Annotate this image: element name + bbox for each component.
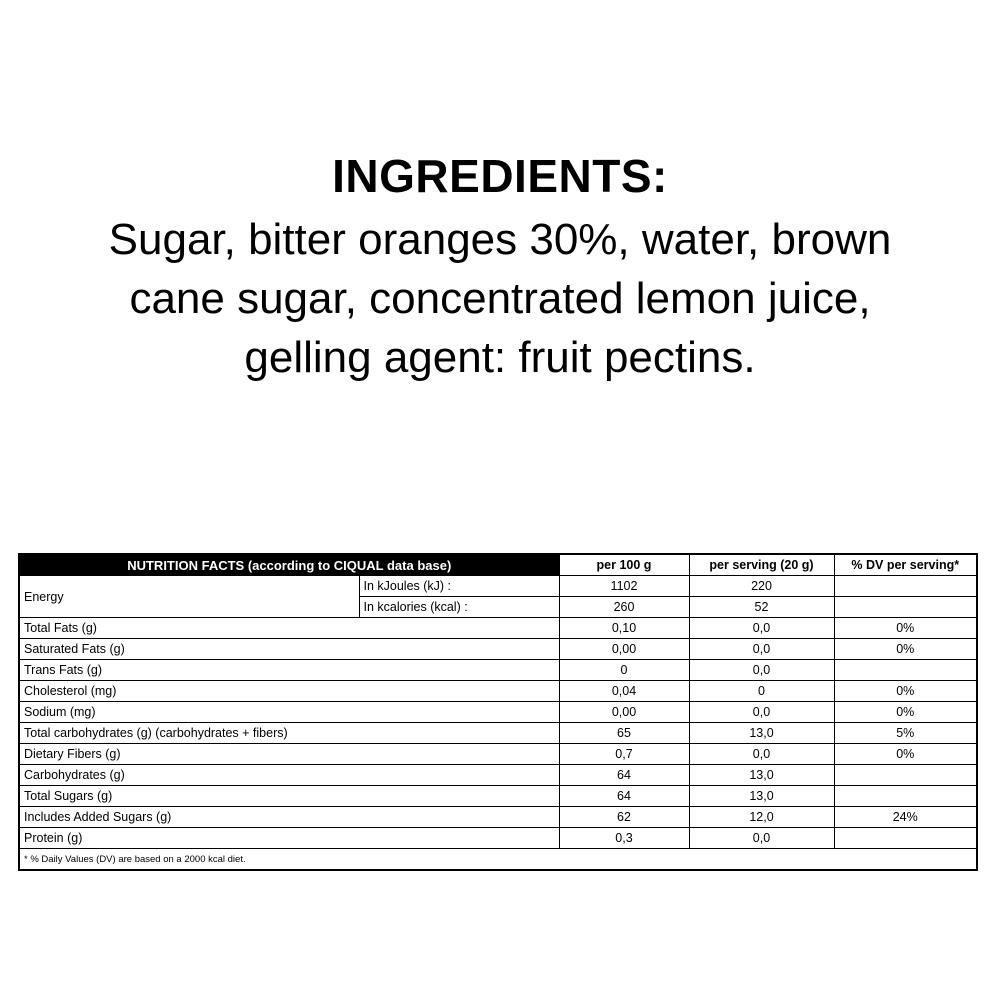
value-per-100g: 0 bbox=[559, 660, 689, 681]
row-label: Dietary Fibers (g) bbox=[19, 744, 559, 765]
value-per-100g: 65 bbox=[559, 723, 689, 744]
value-per-serving: 0 bbox=[689, 681, 834, 702]
row-label: Protein (g) bbox=[19, 828, 559, 849]
value-per-serving: 0,0 bbox=[689, 639, 834, 660]
value-per-100g: 0,7 bbox=[559, 744, 689, 765]
value-dv: 0% bbox=[834, 639, 977, 660]
table-row bbox=[19, 765, 977, 786]
table-row bbox=[19, 807, 977, 828]
value-per-100g: 0,10 bbox=[559, 618, 689, 639]
value-dv bbox=[834, 597, 977, 618]
row-label: Total Fats (g) bbox=[19, 618, 559, 639]
value-dv: 5% bbox=[834, 723, 977, 744]
value-per-serving: 12,0 bbox=[689, 807, 834, 828]
value-dv: 0% bbox=[834, 744, 977, 765]
value-per-serving: 0,0 bbox=[689, 744, 834, 765]
ingredients-section bbox=[0, 150, 1000, 388]
value-per-serving: 52 bbox=[689, 597, 834, 618]
table-row bbox=[19, 639, 977, 660]
value-dv: 0% bbox=[834, 702, 977, 723]
row-label: Total carbohydrates (g) (carbohydrates + fibers) bbox=[19, 723, 559, 744]
row-label-energy: Energy bbox=[19, 576, 359, 618]
value-per-serving: 0,0 bbox=[689, 618, 834, 639]
column-header-0: per 100 g bbox=[559, 554, 689, 576]
ingredients-text: Sugar, bitter oranges 30%, water, brown cane sugar, concentrated lemon juice, gelling agent: fruit pectins. bbox=[108, 214, 892, 382]
value-per-100g: 0,00 bbox=[559, 702, 689, 723]
value-per-serving: 0,0 bbox=[689, 702, 834, 723]
table-row bbox=[19, 828, 977, 849]
value-dv bbox=[834, 828, 977, 849]
value-per-serving: 13,0 bbox=[689, 786, 834, 807]
value-dv bbox=[834, 576, 977, 597]
value-per-100g: 0,3 bbox=[559, 828, 689, 849]
value-per-serving: 13,0 bbox=[689, 765, 834, 786]
table-row bbox=[19, 576, 977, 597]
table-row bbox=[19, 702, 977, 723]
table-header-row bbox=[19, 554, 977, 576]
value-dv bbox=[834, 765, 977, 786]
table-row bbox=[19, 786, 977, 807]
value-per-100g: 0,04 bbox=[559, 681, 689, 702]
nutrition-header-title: NUTRITION FACTS (according to CIQUAL data base) bbox=[19, 554, 559, 576]
row-label: Total Sugars (g) bbox=[19, 786, 559, 807]
nutrition-facts-panel bbox=[18, 553, 976, 871]
value-per-100g: 1102 bbox=[559, 576, 689, 597]
value-per-100g: 0,00 bbox=[559, 639, 689, 660]
value-per-100g: 260 bbox=[559, 597, 689, 618]
energy-unit-label: In kJoules (kJ) : bbox=[359, 576, 559, 597]
value-per-serving: 220 bbox=[689, 576, 834, 597]
row-label: Sodium (mg) bbox=[19, 702, 559, 723]
table-row bbox=[19, 744, 977, 765]
value-per-100g: 64 bbox=[559, 786, 689, 807]
column-header-1: per serving (20 g) bbox=[689, 554, 834, 576]
row-label: Trans Fats (g) bbox=[19, 660, 559, 681]
table-row bbox=[19, 618, 977, 639]
table-footnote-row bbox=[19, 849, 977, 871]
value-per-100g: 64 bbox=[559, 765, 689, 786]
row-label: Carbohydrates (g) bbox=[19, 765, 559, 786]
row-label: Includes Added Sugars (g) bbox=[19, 807, 559, 828]
ingredients-title: INGREDIENTS: bbox=[332, 150, 668, 202]
table-row bbox=[19, 681, 977, 702]
value-dv bbox=[834, 786, 977, 807]
value-dv: 0% bbox=[834, 618, 977, 639]
table-row bbox=[19, 723, 977, 744]
value-per-serving: 0,0 bbox=[689, 828, 834, 849]
row-label: Saturated Fats (g) bbox=[19, 639, 559, 660]
value-dv bbox=[834, 660, 977, 681]
energy-unit-label: In kcalories (kcal) : bbox=[359, 597, 559, 618]
value-per-serving: 13,0 bbox=[689, 723, 834, 744]
column-header-2: % DV per serving* bbox=[834, 554, 977, 576]
table-row bbox=[19, 660, 977, 681]
value-dv: 24% bbox=[834, 807, 977, 828]
value-per-100g: 62 bbox=[559, 807, 689, 828]
value-dv: 0% bbox=[834, 681, 977, 702]
nutrition-facts-table bbox=[18, 553, 978, 871]
value-per-serving: 0,0 bbox=[689, 660, 834, 681]
row-label: Cholesterol (mg) bbox=[19, 681, 559, 702]
daily-value-footnote: * % Daily Values (DV) are based on a 2000 kcal diet. bbox=[19, 849, 977, 871]
